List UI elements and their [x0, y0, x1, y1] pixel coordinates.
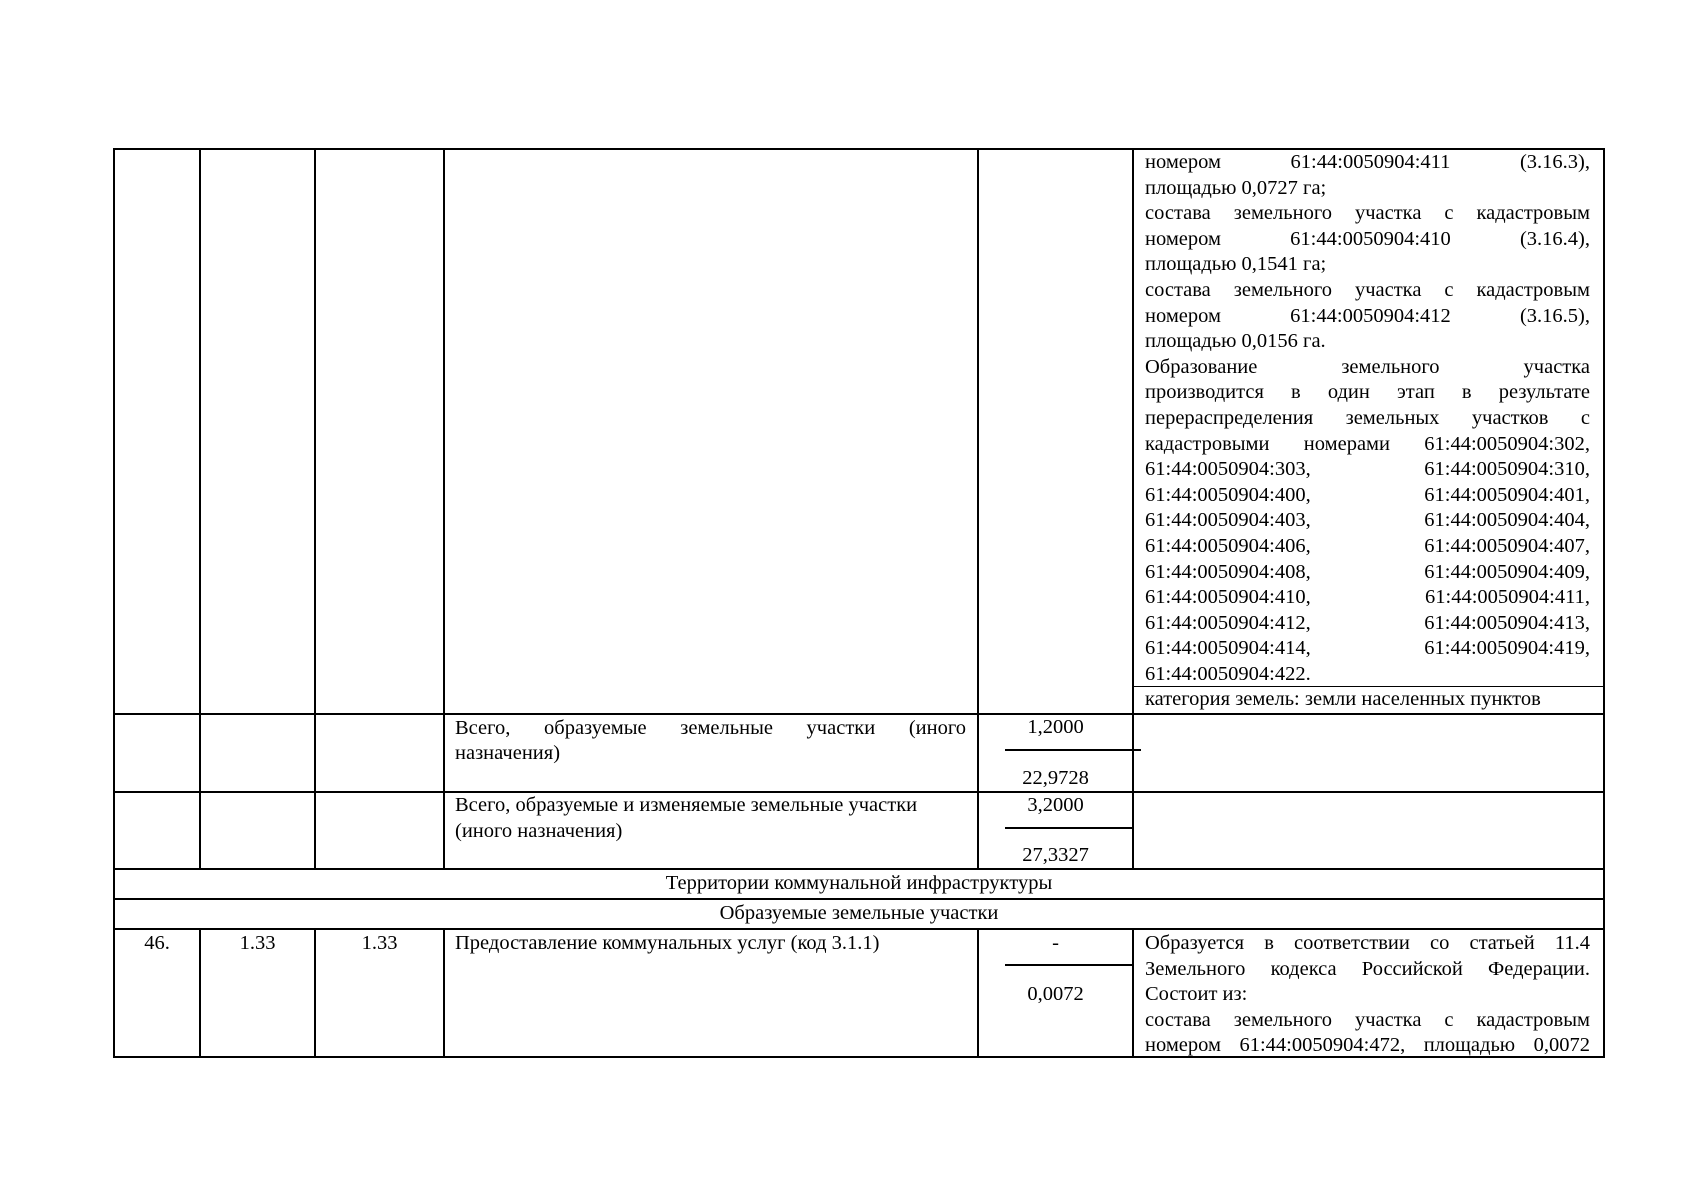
description-line: Земельного кодекса Российской Федерации.: [1145, 957, 1590, 980]
description-line: состава земельного участка с кадастровым: [1145, 279, 1590, 301]
column-divider: [314, 148, 316, 869]
row-divider: [113, 928, 1605, 930]
description-line: 61:44:0050904:408, 61:44:0050904:409,: [1145, 560, 1590, 583]
description-line: состава земельного участка с кадастровым: [1145, 202, 1590, 225]
description-line: 61:44:0050904:303, 61:44:0050904:310,: [1145, 458, 1590, 481]
description-line: перераспределения земельных участков с: [1145, 407, 1590, 429]
description-line: 61:44:0050904:400, 61:44:0050904:401,: [1145, 483, 1590, 506]
description-line: производится в один этап в результате: [1145, 381, 1590, 404]
value-fraction-line: [1005, 964, 1134, 966]
top-row-description: [1145, 150, 1590, 690]
total-formed-value-top: 1,2000: [1027, 716, 1084, 738]
description-line: кадастровыми номерами 61:44:0050904:302,: [1145, 432, 1590, 455]
land-category: категория земель: земли населенных пунктов: [1145, 688, 1541, 710]
value-fraction-line: [1005, 749, 1141, 751]
total-formed-label-line1: Всего, образуемые земельные участки (иного: [455, 717, 966, 739]
description-line: Образуется в соответствии со статьей 11.4: [1145, 932, 1590, 954]
row-code-1: 1.33: [239, 932, 276, 954]
total-changed-label-line1: Всего, образуемые и изменяемые земельные участки: [455, 794, 918, 816]
description-line: номером 61:44:0050904:411 (3.16.3),: [1145, 151, 1590, 173]
description-line: 61:44:0050904:410, 61:44:0050904:411,: [1145, 586, 1590, 609]
total-changed-value-bottom: 27,3327: [1022, 844, 1089, 866]
column-divider: [443, 148, 445, 869]
column-divider: [1132, 928, 1134, 1058]
total-changed-label-line2: (иного назначения): [455, 820, 623, 842]
total-changed-value-top: 3,2000: [1027, 794, 1084, 816]
row-code-2: 1.33: [361, 932, 398, 954]
description-line: Образование земельного участка: [1145, 355, 1590, 378]
description-line: состава земельного участка с кадастровым: [1145, 1008, 1590, 1031]
column-divider: [199, 148, 201, 869]
column-divider: [1132, 148, 1134, 869]
row-value-bottom: 0,0072: [1027, 983, 1084, 1005]
description-line: номером 61:44:0050904:412 (3.16.5),: [1145, 304, 1590, 327]
total-formed-value-bottom: 22,9728: [1022, 767, 1089, 789]
row-46-description: [1145, 931, 1590, 1055]
description-line: Состоит из:: [1145, 983, 1248, 1006]
row-divider: [113, 898, 1605, 900]
column-divider: [977, 148, 979, 869]
row-value-top: -: [1052, 932, 1059, 954]
row-divider: [113, 713, 1605, 715]
row-use: Предоставление коммунальных услуг (код 3.1.1): [455, 932, 880, 954]
description-line: 61:44:0050904:406, 61:44:0050904:407,: [1145, 535, 1590, 557]
value-fraction-line: [1005, 827, 1134, 829]
description-line: номером 61:44:0050904:472, площадью 0,0072: [1145, 1034, 1590, 1057]
row-divider: [113, 868, 1605, 870]
description-line: площадью 0,0727 га;: [1145, 176, 1327, 199]
description-line: площадью 0,1541 га;: [1145, 253, 1327, 276]
row-number: 46.: [144, 932, 170, 954]
description-line: 61:44:0050904:414, 61:44:0050904:419,: [1145, 637, 1590, 660]
column-divider: [443, 928, 445, 1058]
section-heading: Территории коммунальной инфраструктуры: [665, 872, 1053, 894]
description-line: 61:44:0050904:403, 61:44:0050904:404,: [1145, 509, 1590, 532]
description-line: 61:44:0050904:412, 61:44:0050904:413,: [1145, 611, 1590, 634]
table-right-border: [1603, 148, 1605, 1058]
description-line: номером 61:44:0050904:410 (3.16.4),: [1145, 227, 1590, 250]
total-formed-label-line2: назначения): [455, 742, 561, 764]
description-line: 61:44:0050904:422.: [1145, 663, 1311, 685]
subsection-heading: Образуемые земельные участки: [719, 902, 999, 924]
description-line: площадью 0,0156 га.: [1145, 330, 1326, 353]
